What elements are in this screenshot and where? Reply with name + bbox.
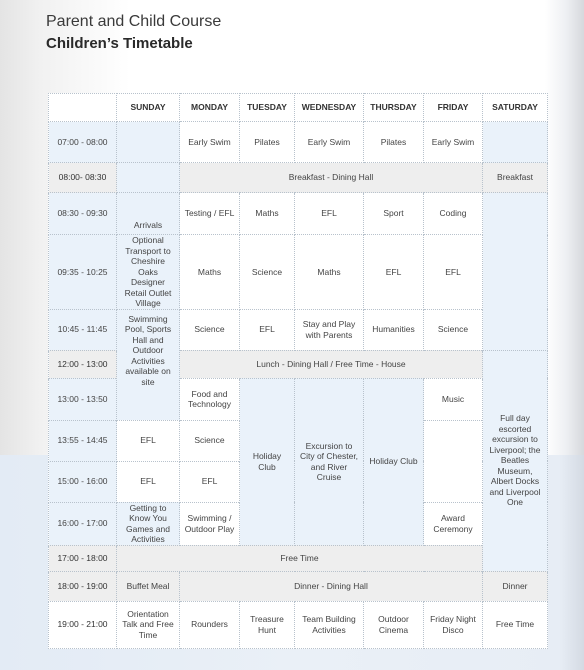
activity-cell: Dinner bbox=[483, 571, 548, 601]
time-cell: 18:00 - 19:00 bbox=[49, 571, 117, 601]
table-row bbox=[49, 571, 548, 601]
time-cell: 12:00 - 13:00 bbox=[49, 350, 117, 378]
activity-cell: Outdoor Cinema bbox=[364, 601, 424, 648]
sunday-empty-cell bbox=[117, 122, 180, 163]
activity-cell: Pilates bbox=[240, 122, 295, 163]
activity-cell: Music bbox=[424, 378, 483, 420]
activity-cell: Swimming / Outdoor Play bbox=[180, 502, 240, 545]
activity-cell: Award Ceremony bbox=[424, 502, 483, 545]
activity-cell: EFL bbox=[424, 235, 483, 310]
activity-cell: Team Building Activities bbox=[295, 601, 364, 648]
time-cell: 10:45 - 11:45 bbox=[49, 309, 117, 350]
table-row bbox=[49, 235, 548, 310]
header-sunday: SUNDAY bbox=[117, 94, 180, 122]
activity-cell: EFL bbox=[117, 461, 180, 502]
timetable bbox=[48, 93, 548, 649]
title-block bbox=[46, 12, 221, 54]
saturday-excursion-cell: Full day escorted excursion to Liverpool; the Beatles Museum, Albert Docks and Liverpool One bbox=[483, 350, 548, 571]
activity-cell: Holiday Club bbox=[364, 378, 424, 545]
header-row bbox=[49, 94, 548, 122]
header-wednesday: WEDNESDAY bbox=[295, 94, 364, 122]
time-cell: 13:55 - 14:45 bbox=[49, 420, 117, 461]
time-cell: 15:00 - 16:00 bbox=[49, 461, 117, 502]
activity-cell: Maths bbox=[295, 235, 364, 310]
page-subtitle: Children’s Timetable bbox=[46, 35, 193, 52]
activity-cell: Food and Technology bbox=[180, 378, 240, 420]
header-monday: MONDAY bbox=[180, 94, 240, 122]
activity-cell: Free Time bbox=[483, 601, 548, 648]
time-cell: 19:00 - 21:00 bbox=[49, 601, 117, 648]
activity-cell: Science bbox=[424, 309, 483, 350]
corner-cell bbox=[49, 94, 117, 122]
activity-cell: Buffet Meal bbox=[117, 571, 180, 601]
activity-cell: Early Swim bbox=[295, 122, 364, 163]
activity-cell: Coding bbox=[424, 193, 483, 235]
page-title: Parent and Child Course bbox=[46, 13, 222, 30]
lunch-cell: Lunch - Dining Hall / Free Time - House bbox=[180, 350, 483, 378]
dinner-cell: Dinner - Dining Hall bbox=[180, 571, 483, 601]
activity-cell: Early Swim bbox=[424, 122, 483, 163]
activity-cell: Getting to Know You Games and Activities bbox=[117, 502, 180, 545]
activity-cell: EFL bbox=[180, 461, 240, 502]
activity-cell: Science bbox=[180, 420, 240, 461]
activity-cell: EFL bbox=[295, 193, 364, 235]
table-row bbox=[49, 601, 548, 648]
time-cell: 07:00 - 08:00 bbox=[49, 122, 117, 163]
table-row bbox=[49, 122, 548, 163]
activity-cell: Humanities bbox=[364, 309, 424, 350]
activity-cell: Treasure Hunt bbox=[240, 601, 295, 648]
activity-cell: Early Swim bbox=[180, 122, 240, 163]
breakfast-cell: Breakfast - Dining Hall bbox=[180, 163, 483, 193]
time-cell: 08:30 - 09:30 bbox=[49, 193, 117, 235]
activity-cell: Orientation Talk and Free Time bbox=[117, 601, 180, 648]
activity-cell: Maths bbox=[240, 193, 295, 235]
activity-cell: Holiday Club bbox=[240, 378, 295, 545]
time-cell: 08:00- 08:30 bbox=[49, 163, 117, 193]
activity-cell: Science bbox=[180, 309, 240, 350]
saturday-empty-cell bbox=[483, 122, 548, 163]
table-row bbox=[49, 545, 548, 571]
activity-cell: Testing / EFL bbox=[180, 193, 240, 235]
activity-cell: Pilates bbox=[364, 122, 424, 163]
activity-cell: Swimming Pool, Sports Hall and Outdoor Activities available on site bbox=[117, 309, 180, 420]
activity-cell: Rounders bbox=[180, 601, 240, 648]
activity-cell: EFL bbox=[364, 235, 424, 310]
free-time-cell: Free Time bbox=[117, 545, 483, 571]
header-friday: FRIDAY bbox=[424, 94, 483, 122]
time-cell: 17:00 - 18:00 bbox=[49, 545, 117, 571]
table-row bbox=[49, 309, 548, 350]
table-row bbox=[49, 163, 548, 193]
activity-cell: Stay and Play with Parents bbox=[295, 309, 364, 350]
activity-cell: Maths bbox=[180, 235, 240, 310]
table-row bbox=[49, 193, 548, 235]
activity-cell: Sport bbox=[364, 193, 424, 235]
activity-cell: Science bbox=[240, 235, 295, 310]
saturday-empty-cell bbox=[483, 193, 548, 351]
activity-cell: Optional Transport to Cheshire Oaks Designer Retail Outlet Village bbox=[117, 235, 180, 310]
header-tuesday: TUESDAY bbox=[240, 94, 295, 122]
time-cell: 13:00 - 13:50 bbox=[49, 378, 117, 420]
activity-cell: Excursion to City of Chester, and River Cruise bbox=[295, 378, 364, 545]
activity-cell: EFL bbox=[240, 309, 295, 350]
activity-cell: Friday Night Disco bbox=[424, 601, 483, 648]
activity-cell: Breakfast bbox=[483, 163, 548, 193]
header-thursday: THURSDAY bbox=[364, 94, 424, 122]
activity-cell: Arrivals bbox=[117, 193, 180, 235]
sunday-empty-cell bbox=[117, 163, 180, 193]
activity-cell: EFL bbox=[117, 420, 180, 461]
header-saturday: SATURDAY bbox=[483, 94, 548, 122]
time-cell: 16:00 - 17:00 bbox=[49, 502, 117, 545]
time-cell: 09:35 - 10:25 bbox=[49, 235, 117, 310]
